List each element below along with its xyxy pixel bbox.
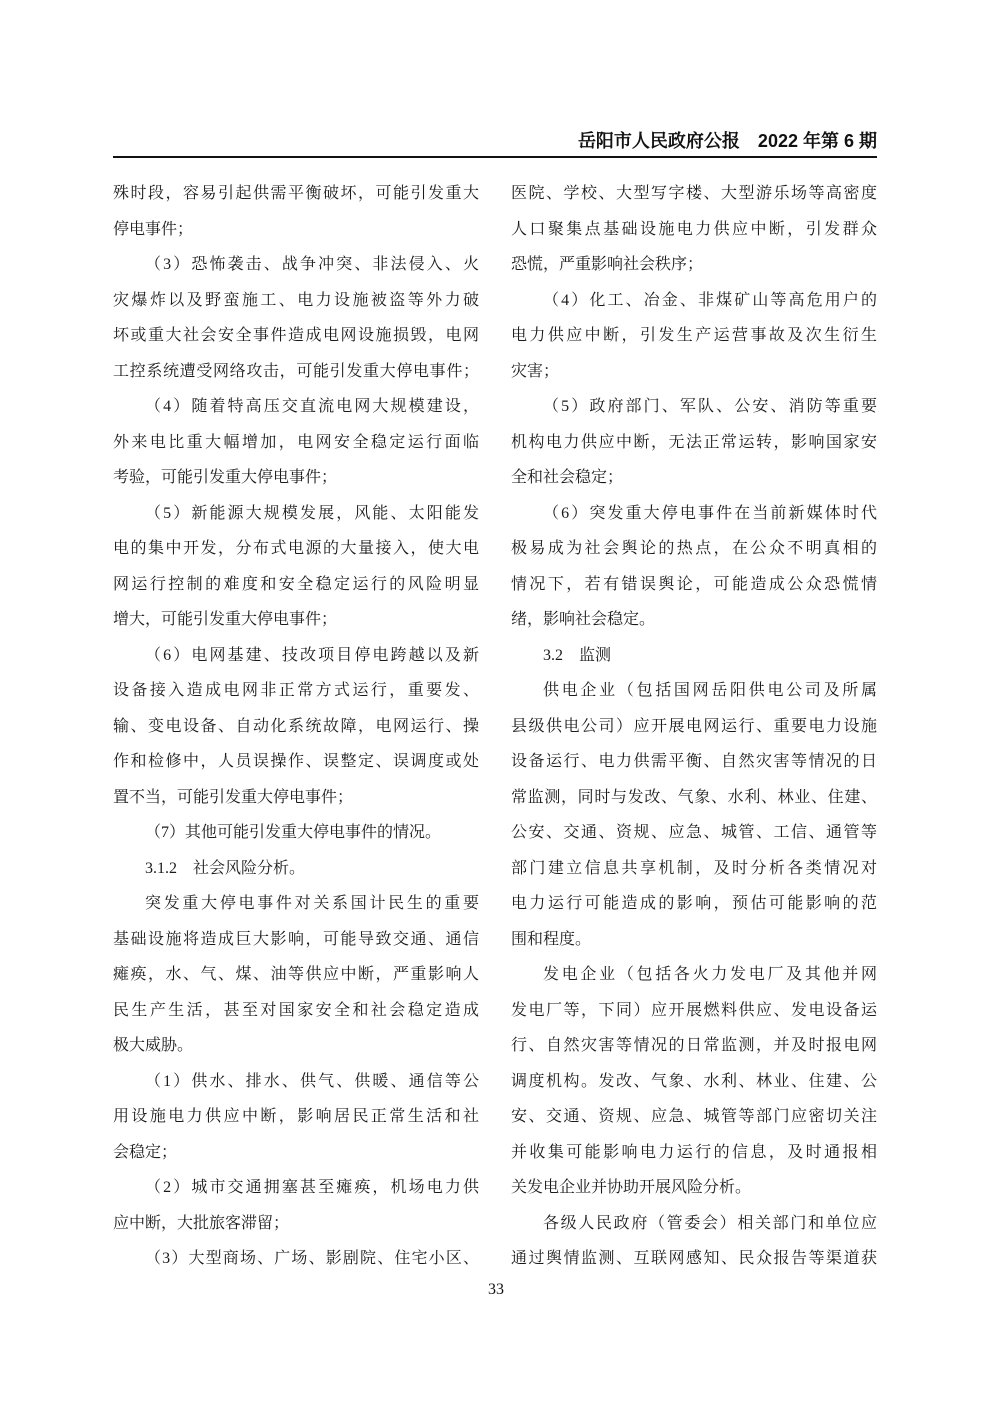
text-line: 电力运行可能造成的影响，预估可能影响的范	[511, 895, 877, 912]
text-line: 瘫痪，水、气、煤、油等供应中断，严重影响人	[113, 966, 479, 983]
text-line: （7）其他可能引发重大停电事件的情况。	[145, 824, 442, 841]
text-line: 用设施电力供应中断，影响居民正常生活和社	[113, 1108, 479, 1125]
text-line: 坏或重大社会安全事件造成电网设施损毁，电网	[113, 327, 479, 344]
gazette-header-title: 岳阳市人民政府公报 2022 年第 6 期	[577, 131, 877, 151]
text-line: 围和程度。	[511, 930, 592, 948]
text-line: 全和社会稳定；	[511, 469, 624, 486]
text-line: 应中断，大批旅客滞留；	[113, 1214, 290, 1232]
text-line: 置不当，可能引发重大停电事件；	[113, 788, 354, 806]
text-line: （6）电网基建、技改项目停电跨越以及新	[145, 646, 479, 664]
text-line: 工控系统遭受网络攻击，可能引发重大停电事件；	[113, 362, 479, 380]
text-line: 各级人民政府（管委会）相关部门和单位应	[543, 1214, 877, 1232]
text-line: 极易成为社会舆论的热点，在公众不明真相的	[511, 540, 877, 557]
text-line: （4）化工、冶金、非煤矿山等高危用户的	[543, 291, 877, 309]
document-body	[113, 176, 877, 1277]
text-line: 发电企业（包括各火力发电厂及其他并网	[543, 966, 877, 983]
text-line: 调度机构。发改、气象、水利、林业、住建、公	[511, 1072, 877, 1090]
text-line: 考验，可能引发重大停电事件；	[113, 469, 338, 486]
text-line: 行、自然灾害等情况的日常监测，并及时报电网	[511, 1037, 877, 1054]
text-line: 民生产生活，甚至对国家安全和社会稳定造成	[113, 1001, 479, 1019]
text-line: 会稳定；	[113, 1143, 178, 1161]
page-number: 33	[488, 1281, 504, 1298]
text-line: 停电事件；	[113, 220, 194, 238]
text-line: 情况下，若有错误舆论，可能造成公众恐慌情	[511, 575, 877, 593]
text-line: 部门建立信息共享机制，及时分析各类情况对	[511, 859, 877, 877]
text-line: 供电企业（包括国网岳阳供电公司及所属	[543, 682, 877, 699]
text-line: 灾爆炸以及野蛮施工、电力设施被盗等外力破	[113, 291, 479, 309]
text-line: （3）恐怖袭击、战争冲突、非法侵入、火	[145, 256, 479, 273]
text-line: 绪，影响社会稳定。	[511, 611, 656, 628]
text-line: 恐慌，严重影响社会秩序；	[511, 256, 704, 273]
text-line: 作和检修中，人员误操作、误整定、误调度或处	[113, 753, 479, 770]
text-line: 极大威胁。	[113, 1037, 194, 1054]
text-line: 人口聚集点基础设施电力供应中断，引发群众	[511, 220, 877, 238]
text-line: 输、变电设备、自动化系统故障，电网运行、操	[113, 717, 479, 735]
text-line: 并收集可能影响电力运行的信息，及时通报相	[511, 1143, 877, 1161]
text-line: 3.2 监测	[543, 646, 612, 664]
text-line: （5）新能源大规模发展，风能、太阳能发	[145, 504, 479, 522]
text-line: （6）突发重大停电事件在当前新媒体时代	[543, 504, 877, 522]
text-line: 设备运行、电力供需平衡、自然灾害等情况的日	[511, 753, 877, 770]
text-line: 突发重大停电事件对关系国计民生的重要	[145, 895, 479, 912]
text-line: 增大，可能引发重大停电事件；	[113, 611, 338, 628]
text-line: 外来电比重大幅增加，电网安全稳定运行面临	[113, 433, 479, 451]
text-line: 公安、交通、资规、应急、城管、工信、通管等	[511, 824, 877, 841]
header-divider-rule	[113, 156, 877, 158]
text-line: 基础设施将造成巨大影响，可能导致交通、通信	[113, 930, 479, 948]
text-line: （4）随着特高压交直流电网大规模建设，	[145, 398, 479, 415]
text-line: （2）城市交通拥塞甚至瘫痪，机场电力供	[145, 1179, 479, 1196]
text-line: 网运行控制的难度和安全稳定运行的风险明显	[113, 575, 479, 593]
text-line: 设备接入造成电网非正常方式运行，重要发、	[113, 682, 479, 699]
text-line: 电力供应中断，引发生产运营事故及次生衍生	[511, 327, 877, 344]
text-line: （3）大型商场、广场、影剧院、住宅小区、	[145, 1250, 479, 1267]
text-line: 医院、学校、大型写字楼、大型游乐场等高密度	[511, 185, 877, 202]
text-line: 电的集中开发，分布式电源的大量接入，使大电	[113, 540, 479, 557]
text-line: 发电厂等，下同）应开展燃料供应、发电设备运	[511, 1001, 877, 1019]
text-line: 安、交通、资规、应急、城管等部门应密切关注	[511, 1108, 877, 1125]
text-line: （1）供水、排水、供气、供暖、通信等公	[145, 1072, 479, 1090]
text-line: 殊时段，容易引起供需平衡破坏，可能引发重大	[113, 185, 479, 202]
text-line: 关发电企业并协助开展风险分析。	[511, 1179, 752, 1196]
text-line: 机构电力供应中断，无法正常运转，影响国家安	[511, 433, 877, 451]
text-line: 县级供电公司）应开展电网运行、重要电力设施	[511, 717, 877, 735]
text-column	[113, 176, 479, 1277]
text-line: 通过舆情监测、互联网感知、民众报告等渠道获	[511, 1250, 877, 1267]
text-line: 常监测，同时与发改、气象、水利、林业、住建、	[511, 788, 877, 806]
text-line: 灾害；	[511, 362, 560, 380]
text-line: （5）政府部门、军队、公安、消防等重要	[543, 398, 877, 415]
text-line: 3.1.2 社会风险分析。	[145, 859, 306, 877]
text-column	[511, 176, 877, 1277]
